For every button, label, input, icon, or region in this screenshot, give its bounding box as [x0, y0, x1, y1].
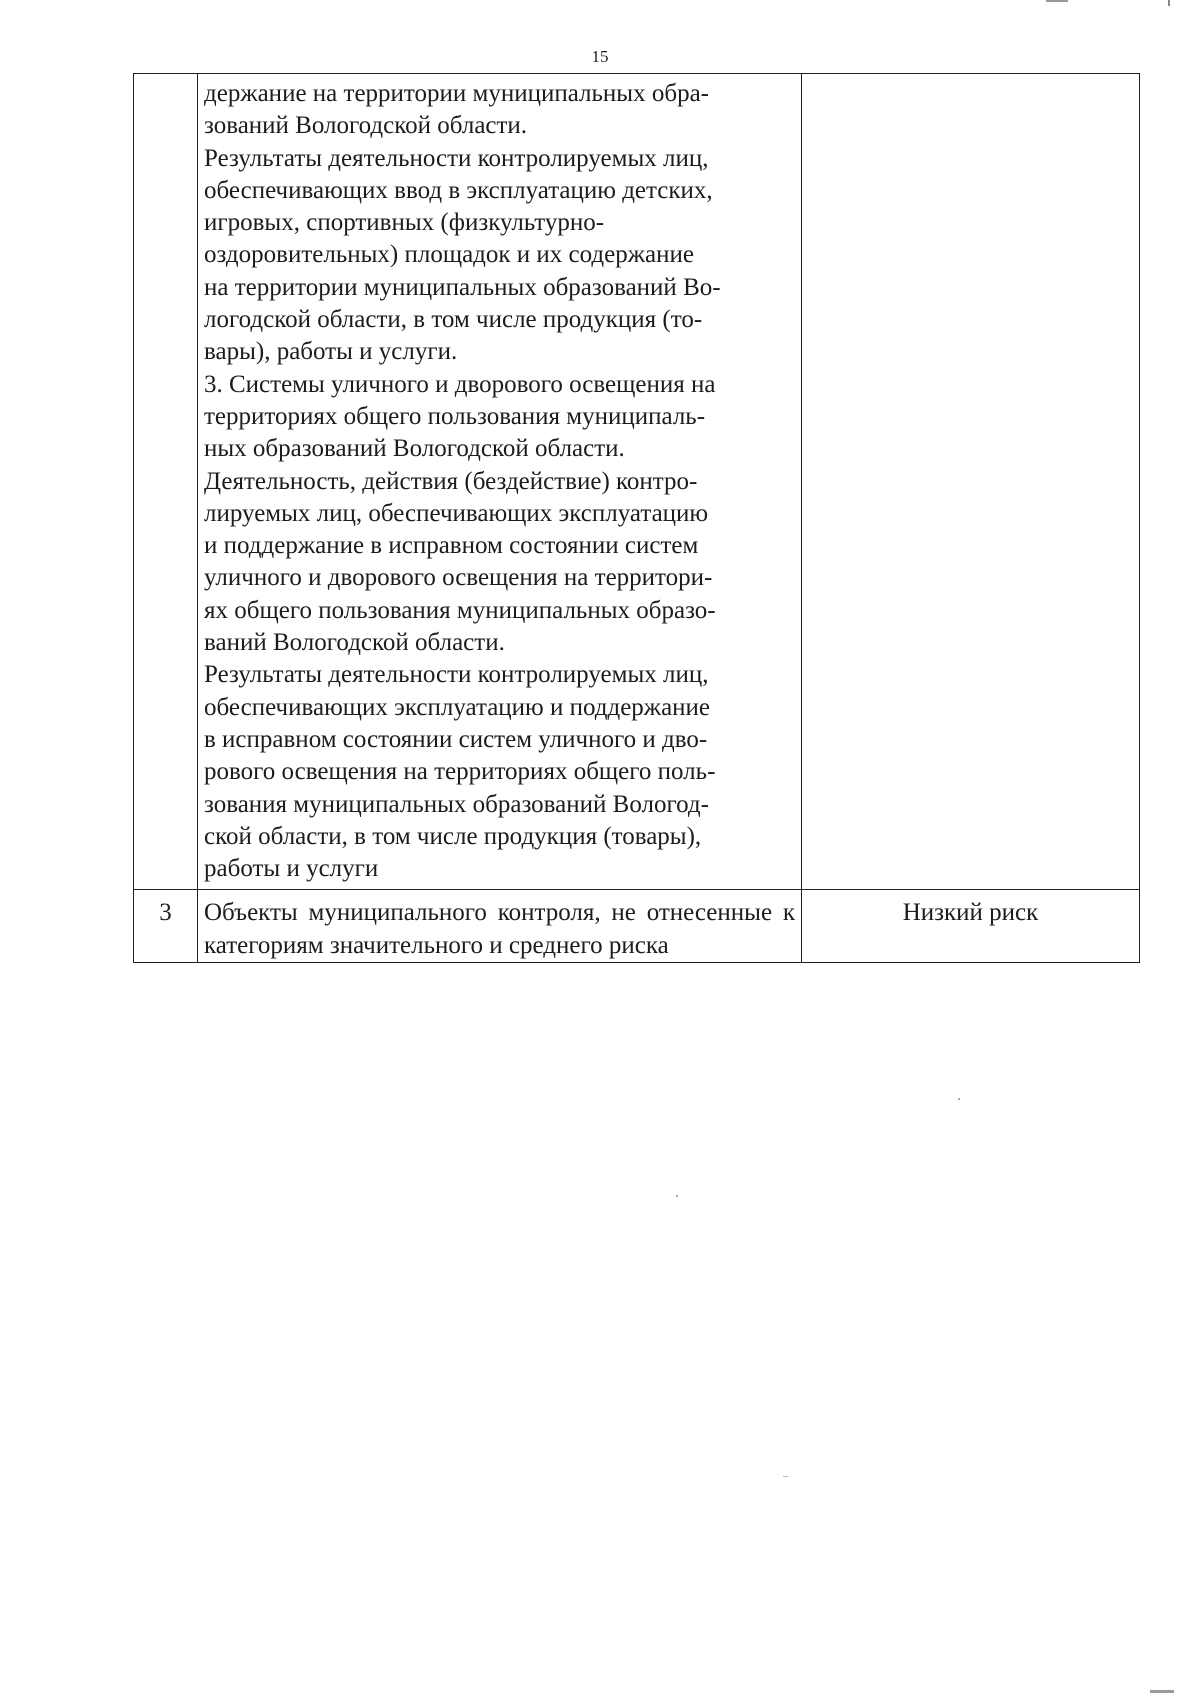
text-line: игровых, спортивных (физкультурно-	[204, 209, 605, 237]
text-line: держание на территории муниципальных обра-	[204, 80, 709, 107]
risk-category-cell	[802, 74, 1140, 890]
text-line: обеспечивающих эксплуатацию и поддержание	[204, 693, 711, 721]
text-line: в исправном состоянии систем уличного и дво-	[204, 725, 708, 753]
text-line: зования муниципальных образований Вологод-	[204, 790, 709, 818]
control-object-cell	[198, 74, 802, 890]
text-line: территориях общего пользования муниципаль-	[204, 402, 706, 430]
text-line: Результаты деятельности контролируемых лиц,	[204, 661, 709, 689]
text-line: Результаты деятельности контролируемых лиц,	[204, 144, 709, 172]
row-number-cell	[134, 74, 198, 890]
scan-speck	[1046, 0, 1068, 2]
risk-category-table	[133, 73, 1140, 963]
text-line: уличного и дворового освещения на территори-	[204, 564, 713, 592]
row-number-cell: 3	[134, 890, 198, 963]
scan-speck	[1150, 1690, 1174, 1693]
text-line: 3. Системы уличного и дворового освещения на	[204, 370, 716, 398]
table-row	[134, 890, 1140, 963]
scan-speck	[783, 1476, 788, 1477]
text-line: работы и услуги	[204, 855, 379, 883]
risk-category-cell: Низкий риск	[802, 890, 1140, 963]
scan-speck	[958, 1098, 960, 1100]
text-line: на территории муниципальных образований Во-	[204, 273, 721, 301]
text-line: оздоровительных) площадок и их содержание	[204, 241, 694, 269]
text-line: логодской области, в том числе продукция (то-	[204, 306, 703, 334]
text-line: ваний Вологодской области.	[204, 629, 505, 657]
text-line: зований Вологодской области.	[204, 112, 528, 140]
text-line: обеспечивающих ввод в эксплуатацию детских,	[204, 176, 713, 204]
control-object-cell: Объекты муниципального контроля, не отнесенные к категориям значительного и среднего риска	[198, 890, 802, 963]
text-line: вары), работы и услуги.	[204, 338, 458, 366]
text-line: ных образований Вологодской области.	[204, 435, 625, 463]
text-line: и поддержание в исправном состоянии систем	[204, 532, 699, 560]
text-line: лируемых лиц, обеспечивающих эксплуатацию	[204, 499, 709, 527]
table-row	[134, 74, 1140, 890]
text-line: ской области, в том числе продукция (товары),	[204, 822, 702, 850]
scan-speck	[1168, 0, 1170, 6]
scan-speck	[676, 1195, 678, 1197]
text-line: ях общего пользования муниципальных образо-	[204, 596, 716, 624]
text-line: Деятельность, действия (бездействие) контро-	[204, 467, 698, 495]
page-number: 15	[591, 47, 609, 66]
text-line: рового освещения на территориях общего поль-	[204, 758, 716, 786]
